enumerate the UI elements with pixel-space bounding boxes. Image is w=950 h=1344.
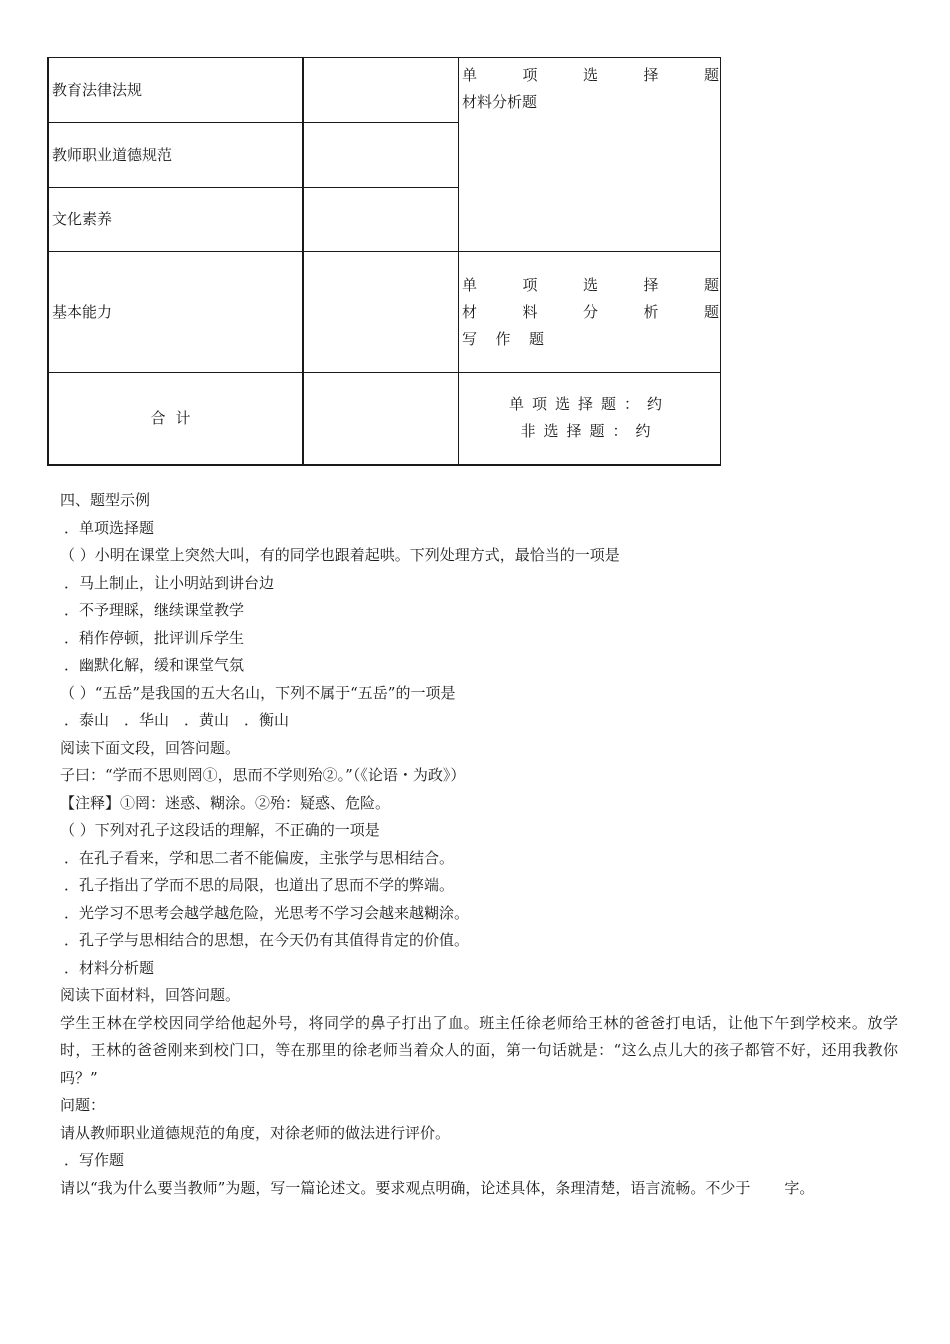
reading-instruction: 阅读下面文段，回答问题。 bbox=[60, 738, 241, 757]
exam-structure-table bbox=[47, 57, 721, 466]
quote-text: 子曰：“学而不思则罔①，思而不学则殆②。”（《论语・为政》） bbox=[60, 766, 466, 784]
option-item: ．光学习不思考会越学越危险，光思考不学习会越来越糊涂。 bbox=[64, 903, 470, 922]
score-cell bbox=[303, 252, 459, 373]
total-line: 非选择题：约 bbox=[520, 422, 659, 441]
total-label: 合计 bbox=[48, 373, 303, 465]
examples-section bbox=[60, 487, 910, 1202]
part-title: ．材料分析题 bbox=[64, 958, 155, 977]
option-item: ．泰山 ．华山 ．黄山 ．衡山 bbox=[64, 711, 290, 729]
question-text: （ ）“五岳”是我国的五大名山，下列不属于“五岳”的一项是 bbox=[60, 683, 456, 702]
module-cell: 教师职业道德规范 bbox=[48, 123, 303, 188]
question-text: （ ）小明在课堂上突然大叫，有的同学也跟着起哄。下列处理方式，最恰当的一项是 bbox=[60, 546, 620, 564]
writing-prompt-main: 请以“我为什么要当教师”为题，写一篇论述文。要求观点明确，论述具体，条理清楚，语言流畅。不少于 bbox=[60, 1178, 751, 1197]
section-title: 四、题型示例 bbox=[60, 491, 151, 509]
module-cell: 基本能力 bbox=[48, 252, 303, 373]
total-line: 单项选择题：约 bbox=[508, 395, 670, 414]
score-cell bbox=[303, 58, 459, 123]
writing-prompt bbox=[60, 1175, 910, 1203]
total-score-cell bbox=[303, 373, 459, 465]
part-title: ．写作题 bbox=[64, 1151, 125, 1169]
total-types-cell bbox=[459, 373, 721, 465]
question-type-cell bbox=[459, 252, 721, 373]
question-label: 问题： bbox=[60, 1096, 106, 1114]
score-cell bbox=[303, 123, 459, 188]
module-cell: 教育法律法规 bbox=[48, 58, 303, 123]
writing-prompt-end: 字。 bbox=[784, 1178, 815, 1197]
question-type-line: 单 项 选 择 题 bbox=[462, 66, 719, 84]
score-cell bbox=[303, 188, 459, 252]
option-item: ．稍作停顿，批评训斥学生 bbox=[64, 628, 245, 647]
material-paragraph: 学生王林在学校因同学给他起外号，将同学的鼻子打出了血。班主任徐老师给王林的爸爸打电话，让他下午到学校来。放学时，王林的爸爸刚来到校门口，等在那里的徐老师当着众人的面，第一句话就是：“这么点儿大的孩子都管不好，还用我教你吗？” bbox=[60, 1013, 898, 1087]
question-text: 请从教师职业道德规范的角度，对徐老师的做法进行评价。 bbox=[60, 1123, 451, 1142]
option-item: ．孔子学与思相结合的思想，在今天仍有其值得肯定的价值。 bbox=[64, 931, 470, 949]
option-item: ．马上制止，让小明站到讲台边 bbox=[64, 573, 275, 592]
option-item: ．在孔子看来，学和思二者不能偏废，主张学与思相结合。 bbox=[64, 848, 455, 867]
question-text: （ ）下列对孔子这段话的理解，不正确的一项是 bbox=[60, 821, 380, 839]
note-text: 【注释】①罔：迷惑、糊涂。②殆：疑惑、危险。 bbox=[60, 793, 391, 812]
option-item: ．幽默化解，缓和课堂气氛 bbox=[64, 656, 245, 674]
question-type-line: 材料分析题 bbox=[462, 93, 538, 111]
question-type-line: 写 作 题 bbox=[462, 329, 544, 348]
option-item: ．不予理睬，继续课堂教学 bbox=[64, 601, 245, 619]
question-type-cell bbox=[459, 58, 721, 252]
reading-instruction: 阅读下面材料，回答问题。 bbox=[60, 986, 241, 1004]
question-type-line: 材 料 分 析 题 bbox=[462, 302, 719, 321]
module-cell: 文化素养 bbox=[48, 188, 303, 252]
question-type-line: 单 项 选 择 题 bbox=[462, 275, 719, 294]
part-title: ．单项选择题 bbox=[64, 518, 155, 537]
option-item: ．孔子指出了学而不思的局限，也道出了思而不学的弊端。 bbox=[64, 876, 455, 894]
